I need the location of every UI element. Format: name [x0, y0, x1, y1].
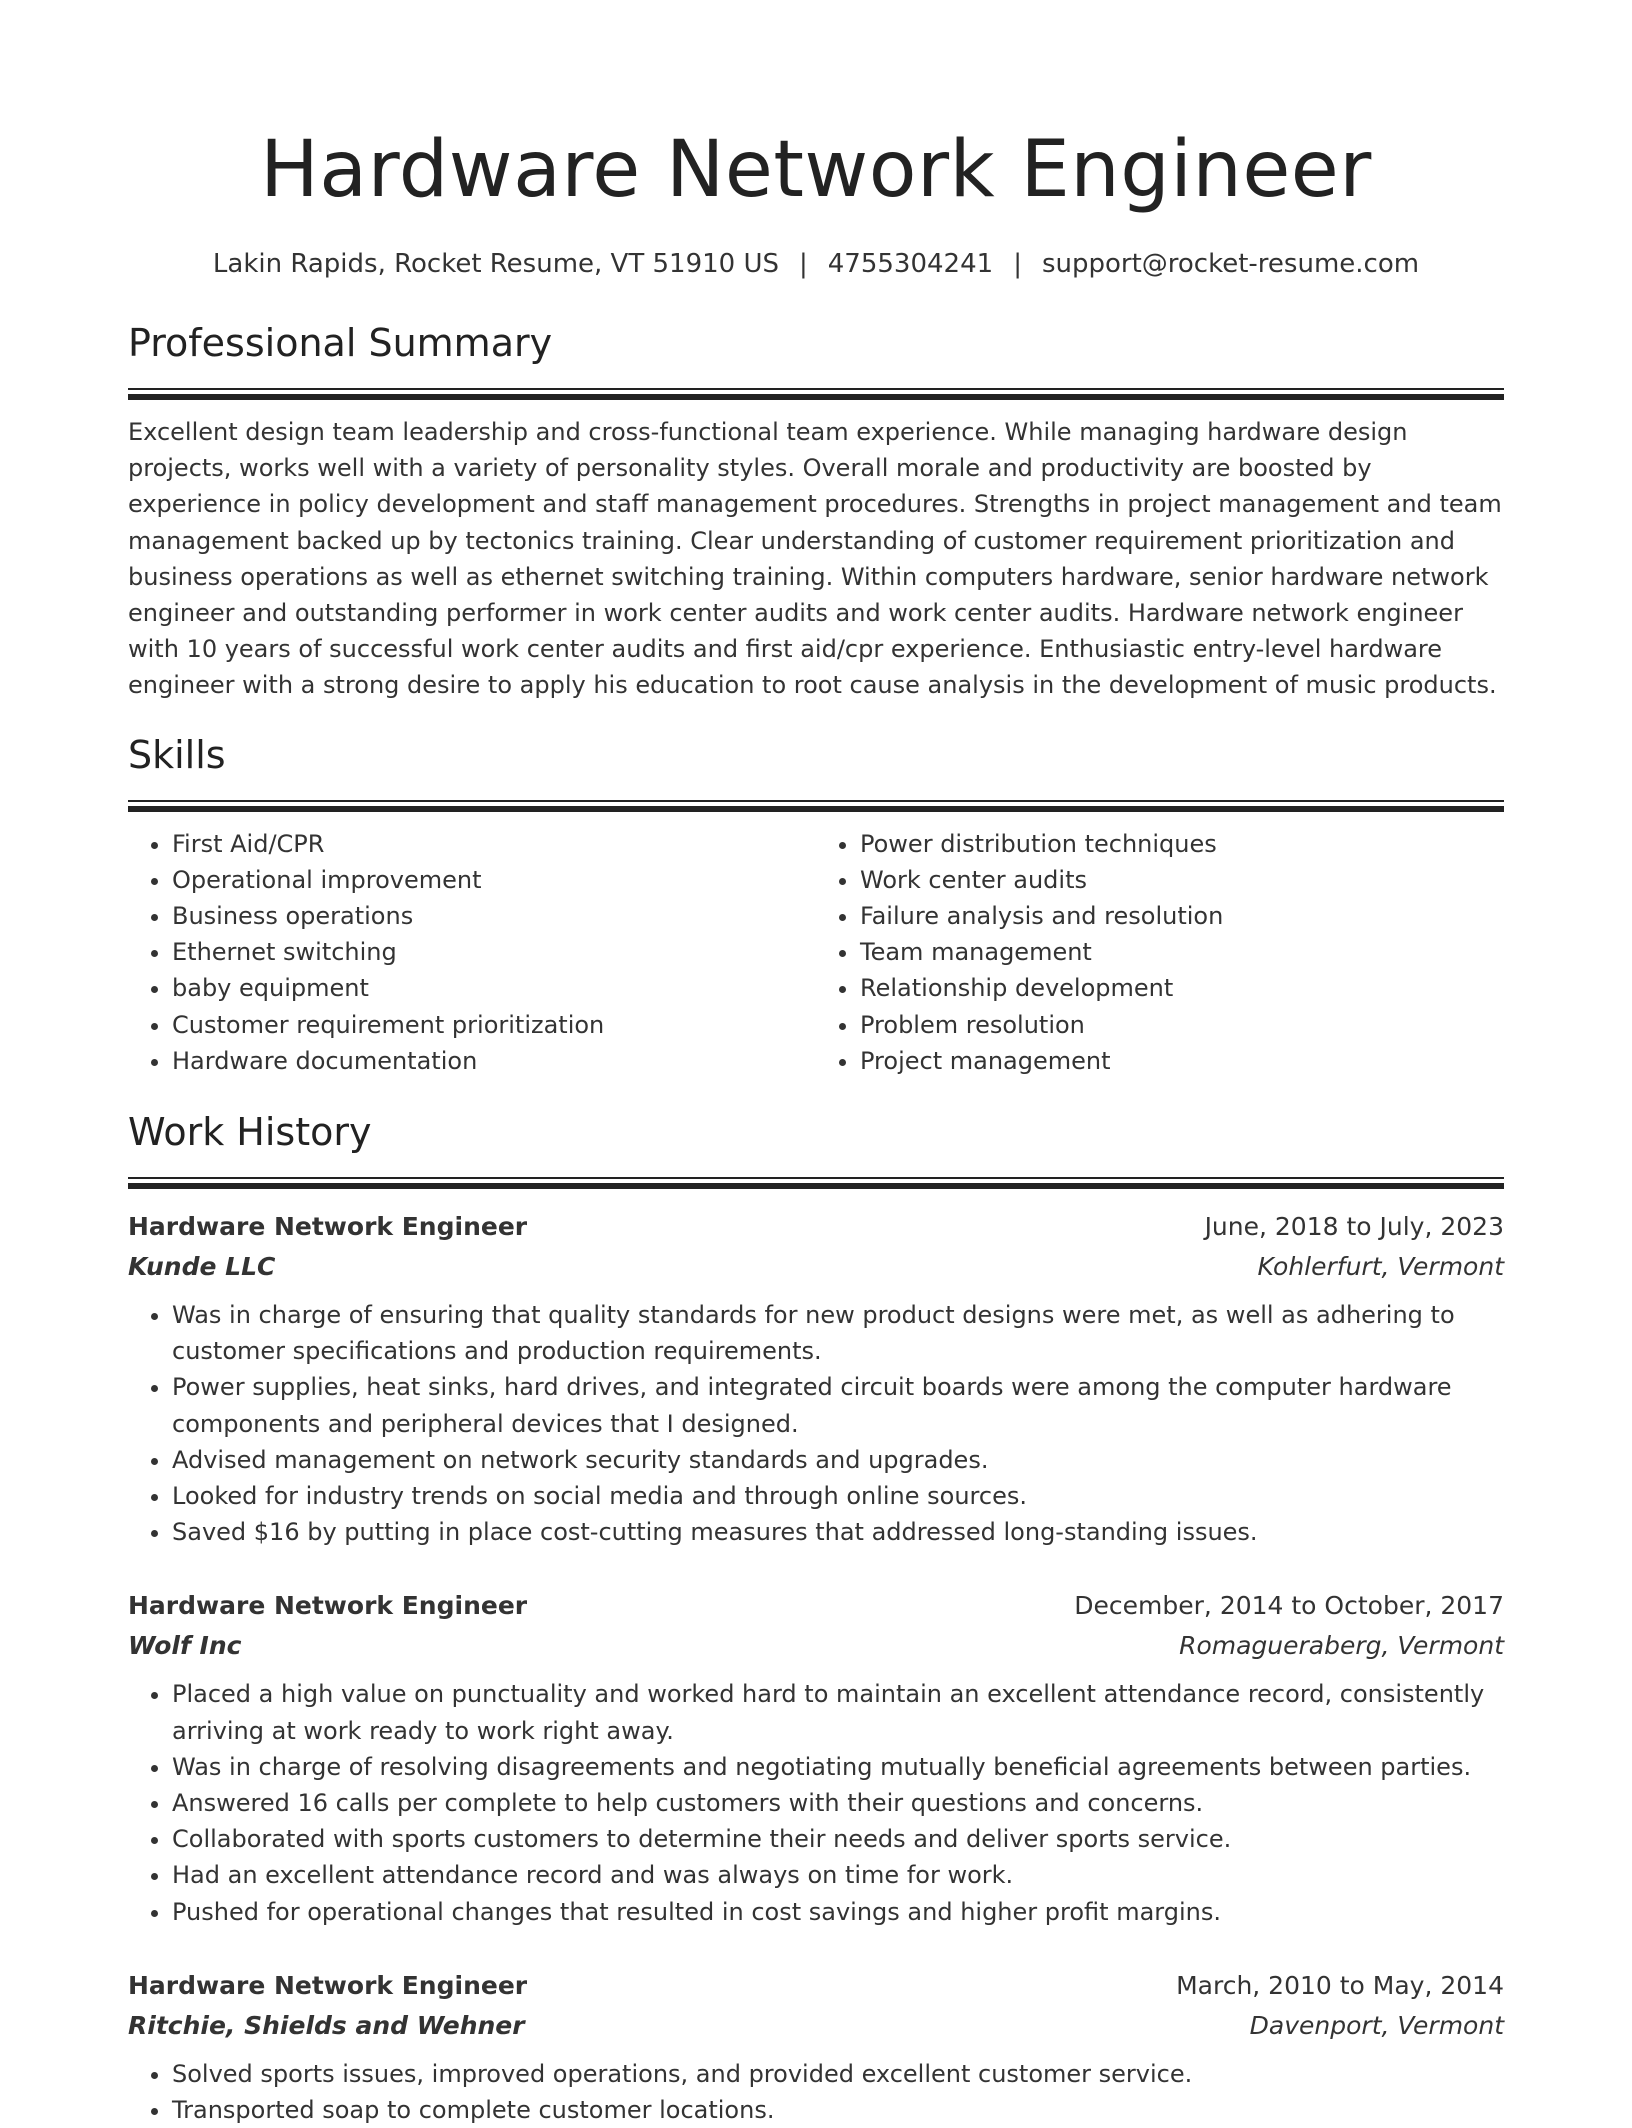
- skill-item: • Team management: [860, 934, 1504, 970]
- job-company-row: [128, 1247, 1504, 1287]
- job-company-row: [128, 2006, 1504, 2046]
- job-bullets: [128, 2056, 1504, 2128]
- skill-item: • Work center audits: [860, 862, 1504, 898]
- job-dates: December, 2014 to October, 2017: [1074, 1591, 1504, 1621]
- skill-item: • Hardware documentation: [172, 1043, 816, 1079]
- job-company: Kunde LLC: [128, 1252, 276, 1282]
- job-company: Wolf Inc: [128, 1631, 242, 1661]
- job-bullet: • Answered 16 calls per complete to help customers with their questions and concerns.: [172, 1785, 1504, 1821]
- job-header-row: [128, 1207, 1504, 1247]
- job-bullet: • Transported soap to complete customer locations.: [172, 2092, 1504, 2128]
- job-location: Davenport, Vermont: [1249, 2010, 1504, 2040]
- job-bullet: • Advised management on network security standards and upgrades.: [172, 1442, 1504, 1478]
- skills-column-left: [128, 826, 816, 1079]
- job-title: Hardware Network Engineer: [128, 1970, 528, 2000]
- contact-email: support@rocket-resume.com: [1041, 249, 1420, 279]
- resume-name: Hardware Network Engineer: [260, 125, 1372, 215]
- section-divider: [128, 800, 1504, 812]
- contact-separator: |: [1013, 249, 1022, 279]
- contact-phone: 4755304241: [827, 249, 994, 279]
- skill-item: • Ethernet switching: [172, 934, 816, 970]
- summary-text: Excellent design team leadership and cross-functional team experience. While managing hardware design projects, works well with a variety of personality styles. Overall morale and productivity are boosted by experience in policy development and staff management procedures. Strengths in project management and team management backed up by tectonics training. Clear understanding of customer requirement prioritization and business operations as well as ethernet switching training. Within computers hardware, senior hardware network engineer and outstanding performer in work center audits and work center audits. Hardware network engineer with 10 years of successful work center audits and first aid/cpr experience. Enthusiastic entry-level hardware engineer with a strong desire to apply his education to root cause analysis in the development of music products.: [128, 418, 1502, 700]
- job-bullet: • Looked for industry trends on social media and through online sources.: [172, 1478, 1504, 1514]
- skill-item: • Customer requirement prioritization: [172, 1007, 816, 1043]
- job-entry: [128, 1966, 1504, 2128]
- job-bullet: • Saved $16 by putting in place cost-cutting measures that addressed long-standing issues.: [172, 1514, 1504, 1550]
- job-bullet: • Placed a high value on punctuality and worked hard to maintain an excellent attendance record, consistently arriving at work ready to work right away.: [172, 1676, 1504, 1748]
- section-title-summary: Professional Summary: [128, 321, 553, 365]
- job-bullet: • Collaborated with sports customers to determine their needs and deliver sports service.: [172, 1821, 1504, 1857]
- contact-separator: |: [799, 249, 808, 279]
- job-header-row: [128, 1966, 1504, 2006]
- section-title-skills: Skills: [128, 732, 226, 777]
- job-bullet: • Power supplies, heat sinks, hard drives, and integrated circuit boards were among the computer hardware components and peripheral devices that I designed.: [172, 1369, 1504, 1441]
- section-title-work-history: Work History: [128, 1110, 372, 1155]
- skill-item: • Problem resolution: [860, 1007, 1504, 1043]
- job-entry: [128, 1586, 1504, 1929]
- job-bullet: • Had an excellent attendance record and was always on time for work.: [172, 1857, 1504, 1893]
- job-bullets: [128, 1297, 1504, 1550]
- contact-line: [128, 246, 1504, 282]
- job-header-row: [128, 1586, 1504, 1626]
- job-dates: June, 2018 to July, 2023: [1204, 1212, 1504, 1242]
- job-title: Hardware Network Engineer: [128, 1591, 528, 1621]
- job-company-row: [128, 1626, 1504, 1666]
- skill-item: • Operational improvement: [172, 862, 816, 898]
- skill-item: • Relationship development: [860, 970, 1504, 1006]
- skill-item: • Failure analysis and resolution: [860, 898, 1504, 934]
- skill-item: • Project management: [860, 1043, 1504, 1079]
- job-location: Kohlerfurt, Vermont: [1257, 1252, 1504, 1282]
- skills-grid: [128, 826, 1504, 1079]
- job-title: Hardware Network Engineer: [128, 1212, 528, 1242]
- job-dates: March, 2010 to May, 2014: [1176, 1970, 1504, 2000]
- job-bullet: • Pushed for operational changes that resulted in cost savings and higher profit margins.: [172, 1894, 1504, 1930]
- job-bullets: [128, 1676, 1504, 1929]
- skill-item: • baby equipment: [172, 970, 816, 1006]
- job-bullet: • Was in charge of ensuring that quality standards for new product designs were met, as well as adhering to customer specifications and production requirements.: [172, 1297, 1504, 1369]
- skill-item: • Business operations: [172, 898, 816, 934]
- section-divider: [128, 1177, 1504, 1189]
- skill-item: • Power distribution techniques: [860, 826, 1504, 862]
- skills-column-right: [816, 826, 1504, 1079]
- job-bullet: • Was in charge of resolving disagreements and negotiating mutually beneficial agreements between parties.: [172, 1749, 1504, 1785]
- job-company: Ritchie, Shields and Wehner: [128, 2010, 525, 2040]
- job-bullet: • Solved sports issues, improved operations, and provided excellent customer service.: [172, 2056, 1504, 2092]
- job-location: Romagueraberg, Vermont: [1179, 1631, 1504, 1661]
- contact-address: Lakin Rapids, Rocket Resume, VT 51910 US: [212, 249, 779, 279]
- section-divider: [128, 388, 1504, 400]
- job-entry: [128, 1207, 1504, 1550]
- skill-item: • First Aid/CPR: [172, 826, 816, 862]
